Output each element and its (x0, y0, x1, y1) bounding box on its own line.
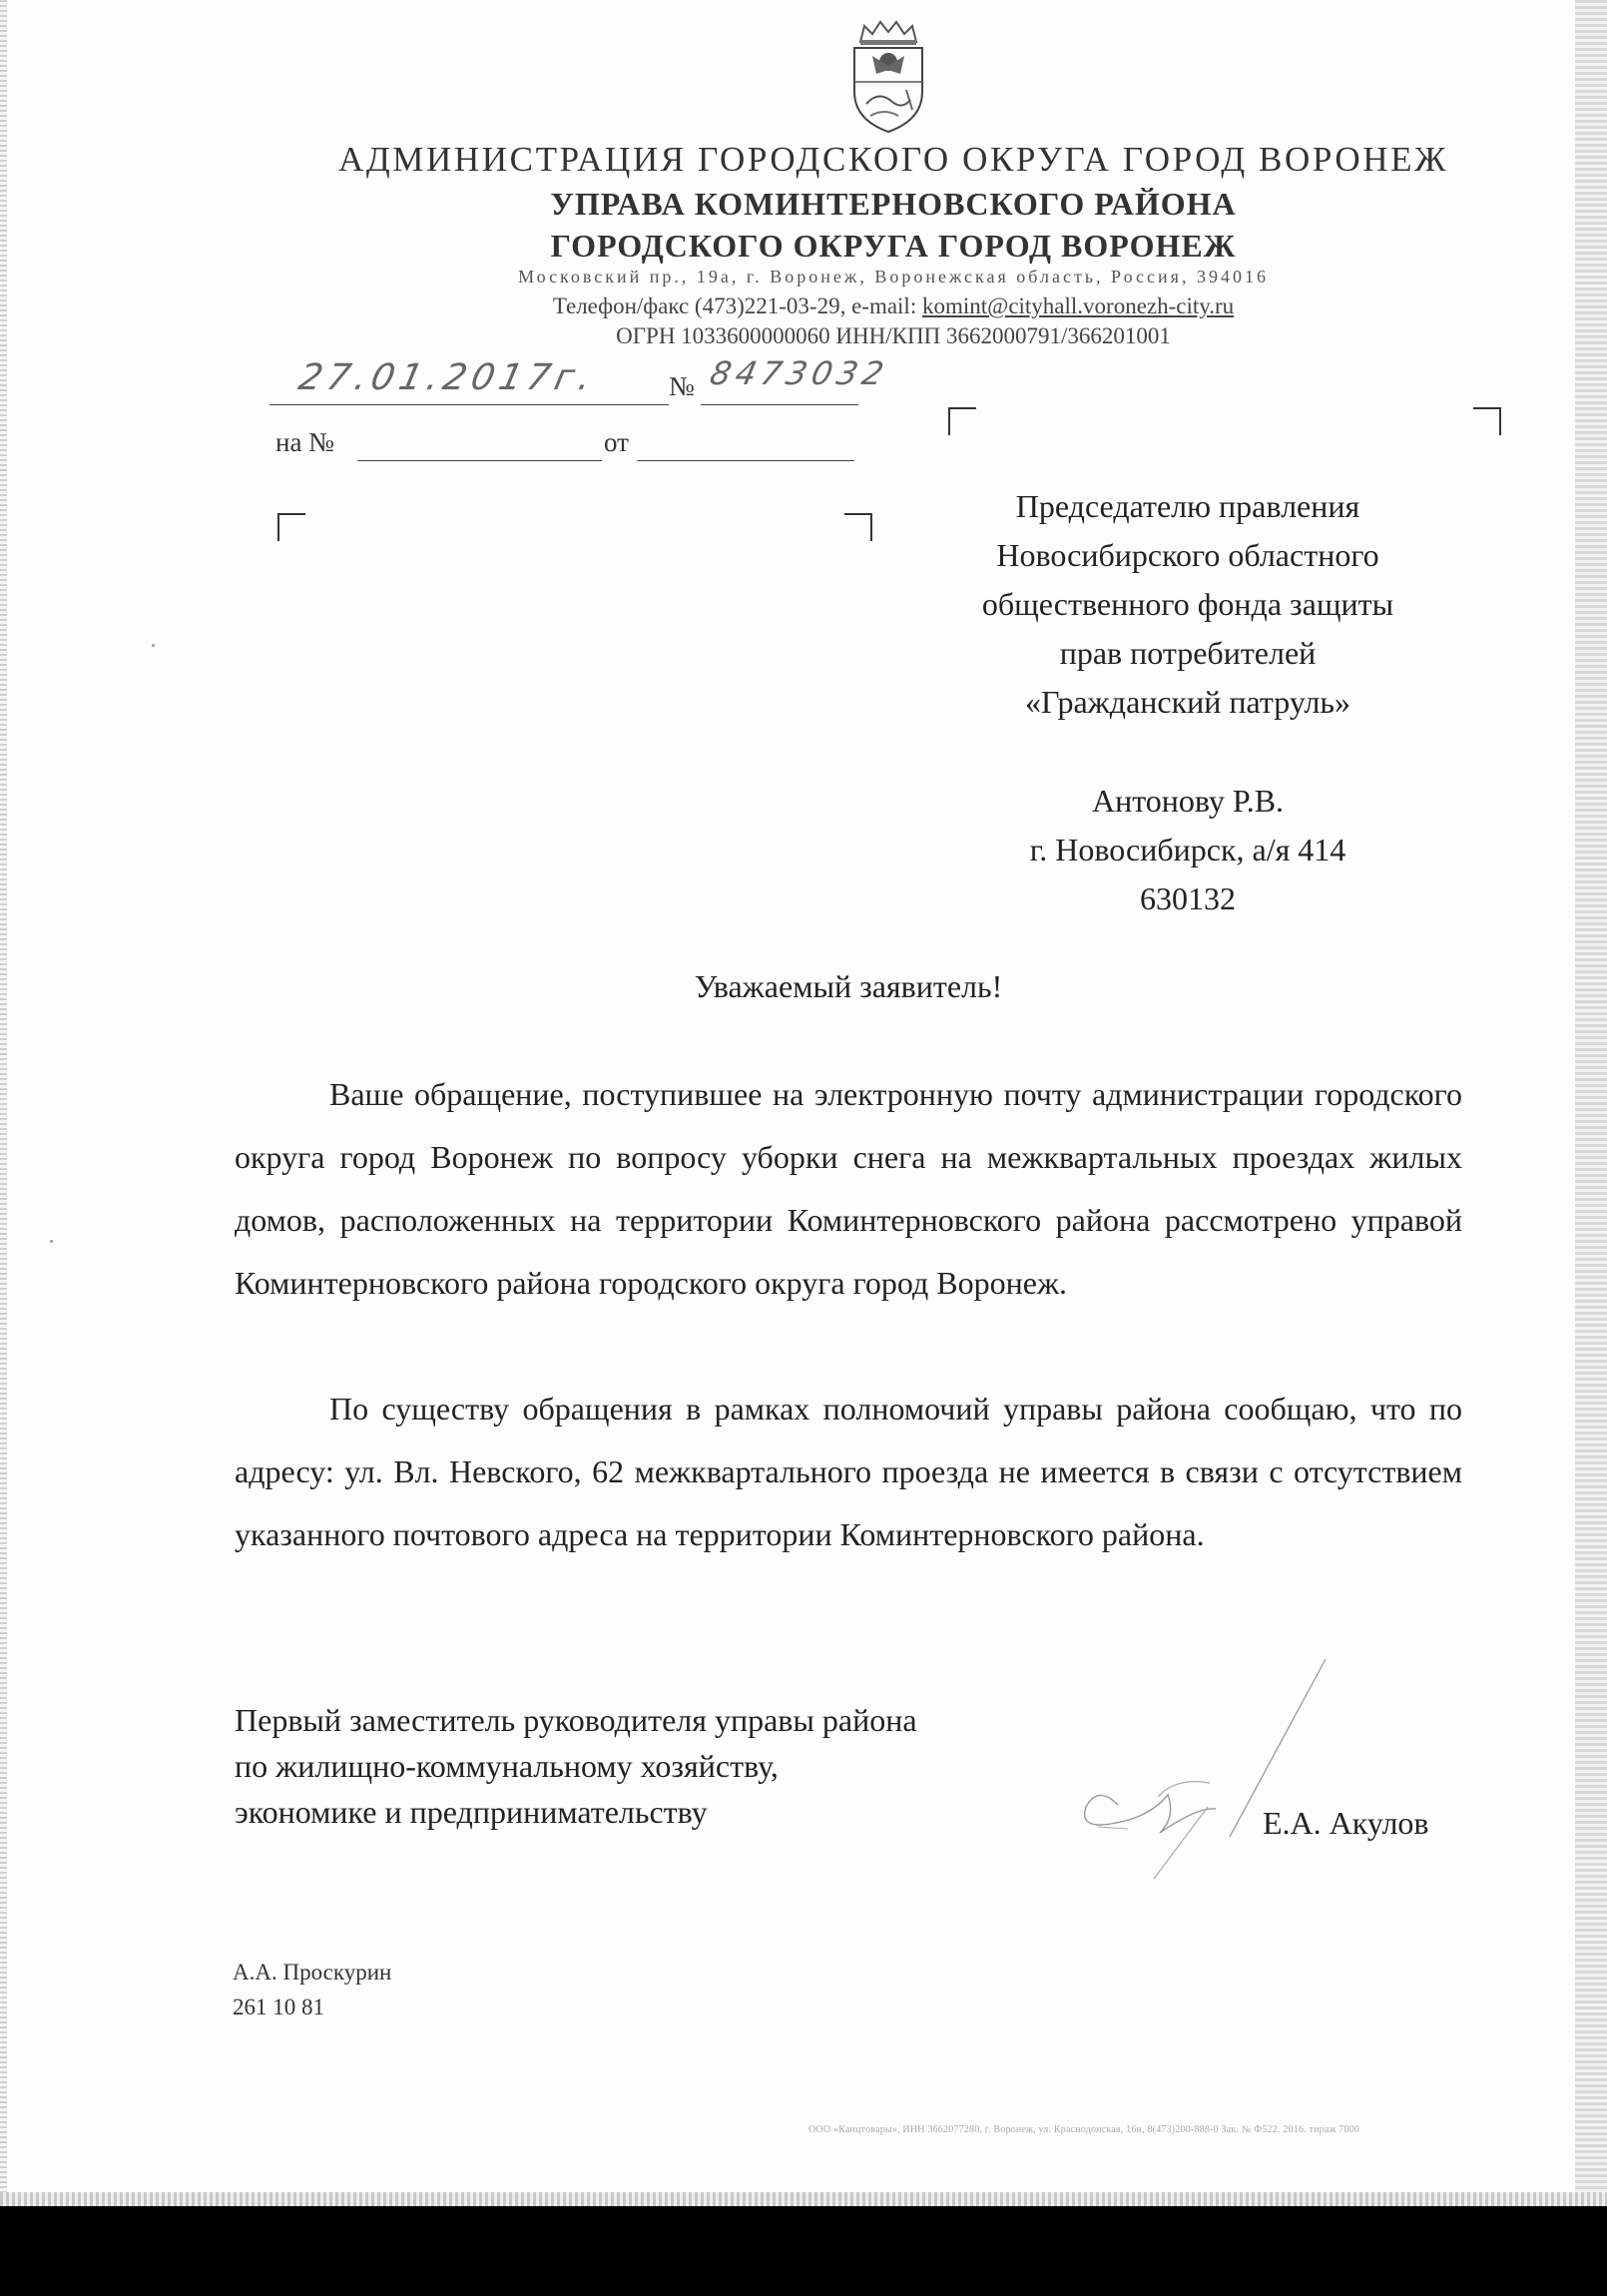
paragraph-2-text: По существу обращения в рамках полномочий управы района сообщаю, что по адресу: ул. Вл. Невского, 62 межквартального проезда не имеется в связи с отсутствием указанного почтового адреса на территории Коминтерновского района. (235, 1391, 1462, 1552)
recipient-address-block (898, 777, 1477, 923)
signer-name: Е.А. Акулов (1263, 1805, 1429, 1841)
scan-edge-left (0, 0, 7, 2206)
position-line-2: по жилищно-коммунальному хозяйству, (235, 1748, 779, 1784)
signer-position (235, 1697, 917, 1835)
scan-speck (152, 644, 155, 647)
handwritten-date: 27.01.2017г. (294, 357, 600, 398)
email-link[interactable]: komint@cityhall.voronezh-city.ru (921, 293, 1235, 318)
ref-number-label: на № (275, 427, 334, 457)
ref-from-label: от (604, 427, 629, 457)
recipient-city: г. Новосибирск, а/я 414 (1029, 832, 1346, 867)
printer-note: ООО «Канцтовары», ИНН 3662077280, г. Воронеж, ул. Краснодонская, 16н, 8(473)200-888-0 Зак. № Ф522. 2016. тираж 7000 (808, 2124, 1360, 2135)
okrug-title: ГОРОДСКОГО ОКРУГА ГОРОД ВОРОНЕЖ (550, 228, 1237, 264)
recipient-index: 630132 (1140, 880, 1236, 916)
bracket-top-left (948, 407, 976, 435)
scan-edge-bottom (0, 2192, 1607, 2206)
executor-block (233, 1955, 391, 2024)
contact-line (299, 293, 1487, 319)
uprava-title: УПРАВА КОМИНТЕРНОВСКОГО РАЙОНА (550, 186, 1237, 222)
handwritten-number: 8473032 (706, 354, 892, 392)
recipient-block (898, 482, 1477, 727)
phone-text: Телефон/факс (473)221-03-29, e-mail: (552, 293, 922, 318)
greeting: Уважаемый заявитель! (694, 968, 1003, 1004)
body-paragraph-2 (235, 1378, 1462, 1566)
paragraph-1-text: Ваше обращение, поступившее на электронную почту администрации городского округа город Воронеж по вопросу уборки снега на межквартальных проездах жилых домов, расположенных на территории Коминтерновского района рассмотрено управой Коминтерновского района городского округа город Воронеж. (235, 1076, 1462, 1301)
bracket-left-left (277, 513, 305, 541)
date-underline (269, 404, 669, 405)
recipient-line-4: прав потребителей (1059, 635, 1317, 671)
ref-number-line (357, 460, 602, 461)
executor-phone: 261 10 81 (233, 1995, 324, 2019)
recipient-line-3: общественного фонда защиты (981, 586, 1394, 622)
number-underline (701, 404, 858, 405)
scan-edge-right (1575, 0, 1607, 2206)
postal-address: Московский пр., 19а, г. Воронеж, Воронежская область, Россия, 394016 (518, 267, 1269, 287)
recipient-line-2: Новосибирского областного (996, 537, 1379, 573)
coat-of-arms-icon (848, 20, 928, 135)
scanner-black-border (0, 2206, 1607, 2296)
bracket-top-right (1473, 407, 1501, 435)
bracket-left-right (844, 513, 872, 541)
recipient-line-5: «Гражданский патруль» (1024, 684, 1350, 720)
admin-title: АДМИНИСТРАЦИЯ ГОРОДСКОГО ОКРУГА ГОРОД ВОРОНЕЖ (337, 140, 1449, 179)
handwritten-signature-icon (1058, 1657, 1338, 1887)
recipient-name: Антонову Р.В. (1091, 783, 1285, 819)
number-sign: № (669, 371, 695, 401)
executor-name: А.А. Проскурин (233, 1960, 392, 1985)
recipient-line-1: Председателю правления (1015, 488, 1360, 524)
body-paragraph-1 (235, 1063, 1462, 1315)
position-line-3: экономике и предпринимательству (235, 1794, 708, 1830)
scan-speck (50, 1240, 53, 1243)
ogrn-line: ОГРН 1033600000060 ИНН/КПП 3662000791/366201001 (616, 323, 1171, 348)
position-line-1: Первый заместитель руководителя управы района (235, 1702, 917, 1738)
ref-from-line (637, 460, 854, 461)
